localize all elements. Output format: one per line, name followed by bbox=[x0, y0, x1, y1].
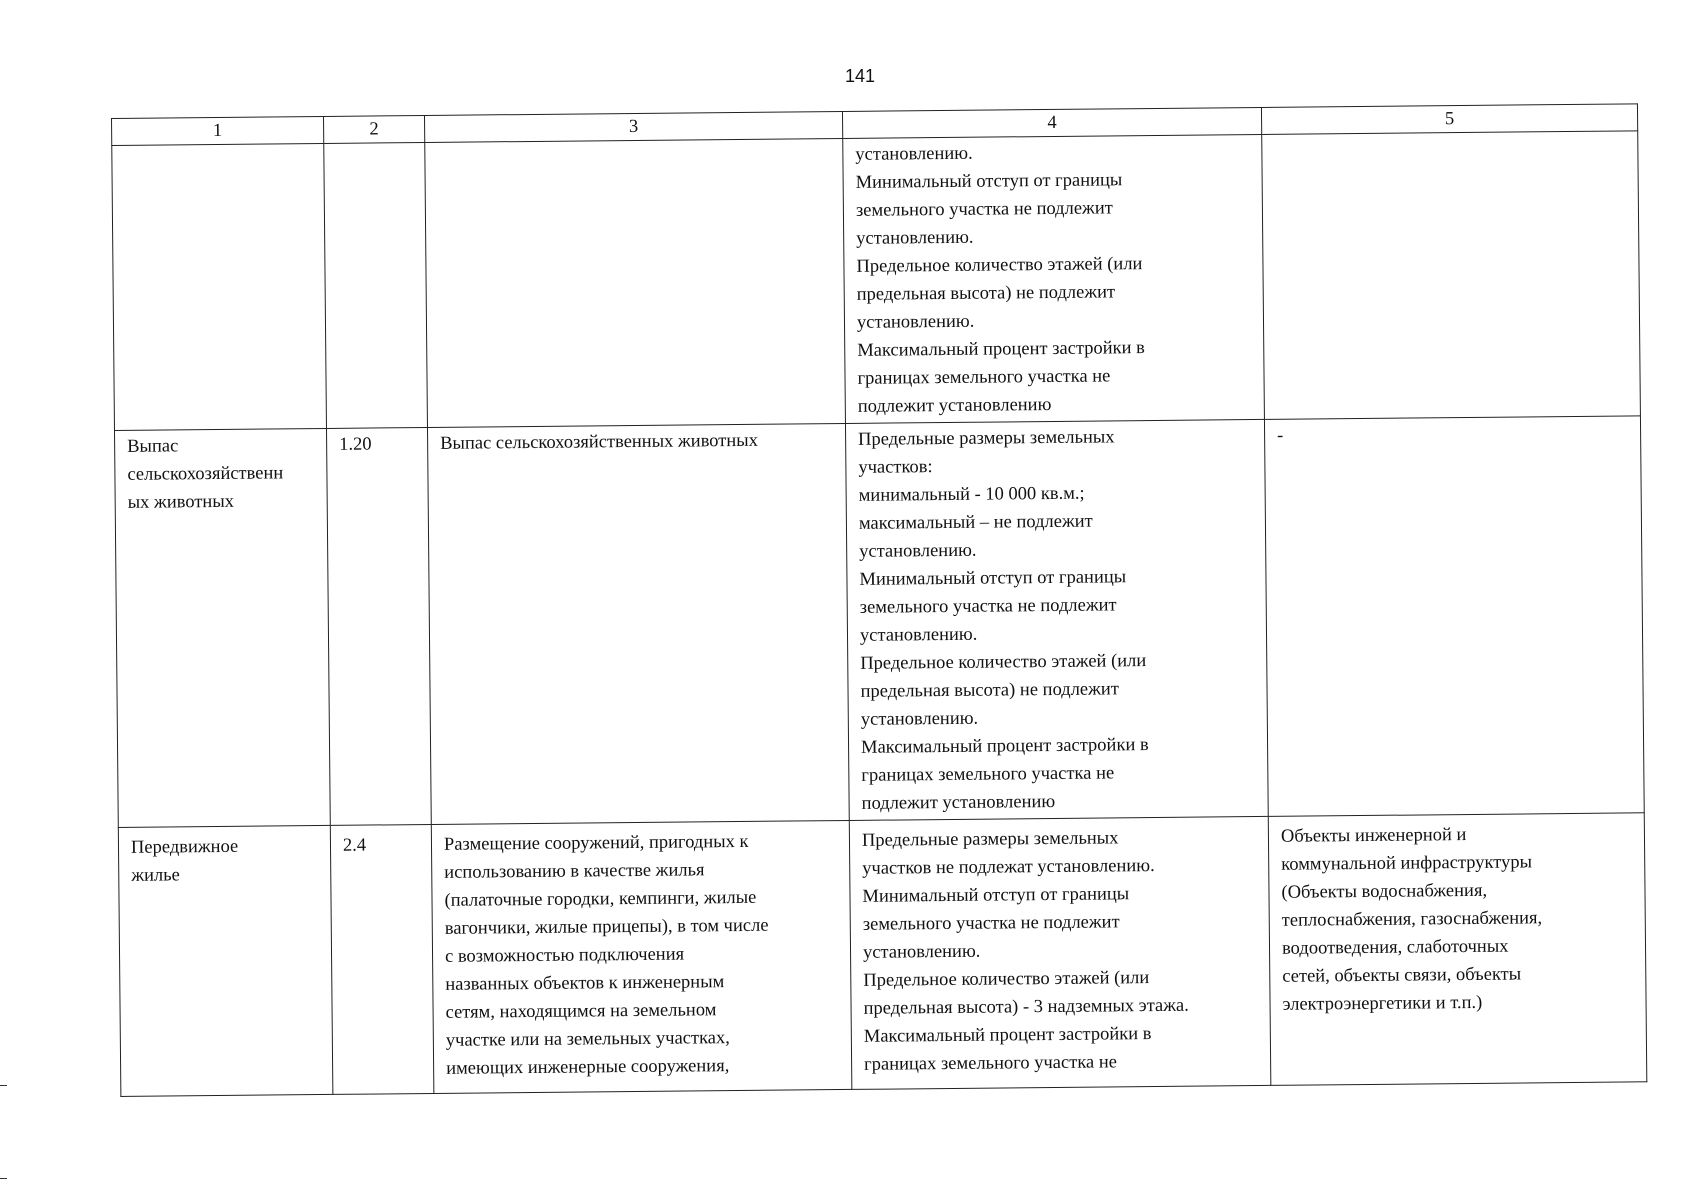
scan-edge-mark bbox=[0, 1178, 7, 1179]
auxiliary-cell bbox=[1268, 813, 1647, 1086]
description-cell bbox=[431, 820, 852, 1093]
cell-text-line: (палаточные городки, кемпинги, жилые bbox=[444, 887, 757, 911]
name-cell bbox=[114, 428, 330, 827]
column-header-2: 2 bbox=[323, 115, 424, 143]
cell-text-line: установлению. bbox=[862, 941, 981, 963]
cell-text-line: сельскохозяйственн bbox=[127, 463, 284, 485]
cell-text-line: границах земельного участка не bbox=[864, 1052, 1118, 1075]
auxiliary-cell bbox=[1262, 131, 1641, 420]
cell-text-line: ых животных bbox=[127, 491, 235, 513]
table-row bbox=[112, 131, 1641, 431]
description-cell bbox=[427, 423, 849, 824]
name-cell bbox=[118, 825, 333, 1096]
scan-edge-mark bbox=[0, 1085, 7, 1086]
cell-text-line: предельная высота) не подлежит bbox=[856, 282, 1116, 305]
cell-text-line: сетей, объекты связи, объекты bbox=[1282, 964, 1522, 987]
cell-text-line: использованию в качестве жилья bbox=[444, 860, 705, 883]
cell-text-line: минимальный - 10 000 кв.м.; bbox=[858, 483, 1085, 506]
cell-text-line: Передвижное bbox=[130, 836, 239, 858]
cell-text-line: Максимальный процент застройки в bbox=[857, 338, 1145, 361]
column-header-1: 1 bbox=[112, 116, 324, 145]
cell-text-line: Объекты инженерной и bbox=[1280, 825, 1467, 847]
name-cell bbox=[112, 143, 327, 430]
cell-text-line: участков: bbox=[858, 457, 933, 478]
land-use-table bbox=[111, 103, 1647, 1097]
cell-text-line: коммунальной инфраструктуры bbox=[1281, 852, 1533, 875]
cell-text-line: Предельное количество этажей (или bbox=[856, 254, 1143, 277]
cell-text-line: водоотведения, слаботочных bbox=[1281, 936, 1509, 959]
code-cell bbox=[326, 427, 431, 825]
cell-text-line: участков не подлежат установлению. bbox=[862, 856, 1155, 879]
cell-text-line: Минимальный отступ от границы bbox=[859, 567, 1127, 590]
cell-text-line: границах земельного участка не bbox=[857, 366, 1111, 389]
cell-text-line: Максимальный процент застройки в bbox=[863, 1024, 1152, 1047]
cell-text-line: имеющих инженерные сооружения, bbox=[446, 1056, 730, 1079]
cell-text-line: подлежит установлению bbox=[861, 791, 1056, 814]
cell-text-line: - bbox=[1277, 425, 1284, 446]
cell-text-line: установлению. bbox=[856, 227, 974, 249]
cell-text-line: установлению. bbox=[855, 143, 973, 165]
cell-text-line: 1.20 bbox=[339, 434, 372, 455]
cell-text-line: Предельные размеры земельных bbox=[861, 828, 1119, 851]
cell-text-line: Предельные размеры земельных bbox=[858, 427, 1115, 450]
parameters-cell bbox=[849, 816, 1271, 1089]
cell-text-line: вагончики, жилые прицепы), в том числе bbox=[444, 915, 769, 939]
cell-text-line: жилье bbox=[131, 865, 180, 886]
table-row bbox=[114, 416, 1644, 828]
cell-text-line: подлежит установлению bbox=[857, 394, 1052, 417]
cell-text-line: участке или на земельных участках, bbox=[445, 1028, 730, 1051]
cell-text-line: границах земельного участка не bbox=[861, 763, 1115, 786]
cell-text-line: Выпас bbox=[127, 436, 179, 457]
cell-text-line: максимальный – не подлежит bbox=[858, 511, 1093, 534]
cell-text-line: земельного участка не подлежит bbox=[855, 198, 1113, 221]
table-container bbox=[111, 103, 1646, 1094]
parameters-cell bbox=[843, 134, 1265, 423]
cell-text-line: установлению. bbox=[859, 624, 978, 646]
cell-text-line: Максимальный процент застройки в bbox=[860, 735, 1149, 758]
cell-text-line: с возможностью подключения bbox=[444, 944, 685, 967]
cell-text-line: Минимальный отступ от границы bbox=[855, 170, 1123, 193]
code-cell bbox=[324, 142, 428, 428]
cell-text-line: предельная высота) - 3 надземных этажа. bbox=[863, 995, 1189, 1019]
cell-text-line: сетям, находящимся на земельном bbox=[445, 1000, 717, 1023]
column-header-3: 3 bbox=[424, 111, 842, 142]
cell-text-line: установлению. bbox=[859, 540, 977, 562]
page-number: 141 bbox=[844, 66, 876, 86]
column-header-4: 4 bbox=[842, 107, 1261, 138]
table-body bbox=[112, 131, 1647, 1097]
code-cell bbox=[330, 824, 434, 1094]
table-row bbox=[118, 813, 1647, 1097]
cell-text-line: (Объекты водоснабжения, bbox=[1281, 880, 1488, 903]
cell-text-line: Размещение сооружений, пригодных к bbox=[443, 831, 749, 855]
cell-text-line: названных объектов к инженерным bbox=[445, 972, 725, 995]
cell-text-line: Выпас сельскохозяйственных животных bbox=[440, 430, 759, 454]
column-header-5: 5 bbox=[1261, 104, 1637, 135]
cell-text-line: Предельное количество этажей (или bbox=[860, 651, 1147, 674]
cell-text-line: установлению. bbox=[856, 311, 975, 333]
cell-text-line: земельного участка не подлежит bbox=[859, 595, 1117, 618]
description-cell bbox=[425, 138, 846, 427]
auxiliary-cell bbox=[1264, 416, 1644, 817]
cell-text-line: 2.4 bbox=[342, 835, 367, 856]
cell-text-line: земельного участка не подлежит bbox=[862, 912, 1120, 935]
cell-text-line: предельная высота) не подлежит bbox=[860, 679, 1119, 702]
cell-text-line: установлению. bbox=[860, 708, 979, 730]
parameters-cell bbox=[845, 419, 1268, 820]
cell-text-line: теплоснабжения, газоснабжения, bbox=[1281, 908, 1543, 931]
cell-text-line: Минимальный отступ от границы bbox=[862, 884, 1130, 907]
cell-text-line: электроэнергетики и т.п.) bbox=[1282, 992, 1483, 1015]
cell-text-line: Предельное количество этажей (или bbox=[863, 968, 1150, 991]
